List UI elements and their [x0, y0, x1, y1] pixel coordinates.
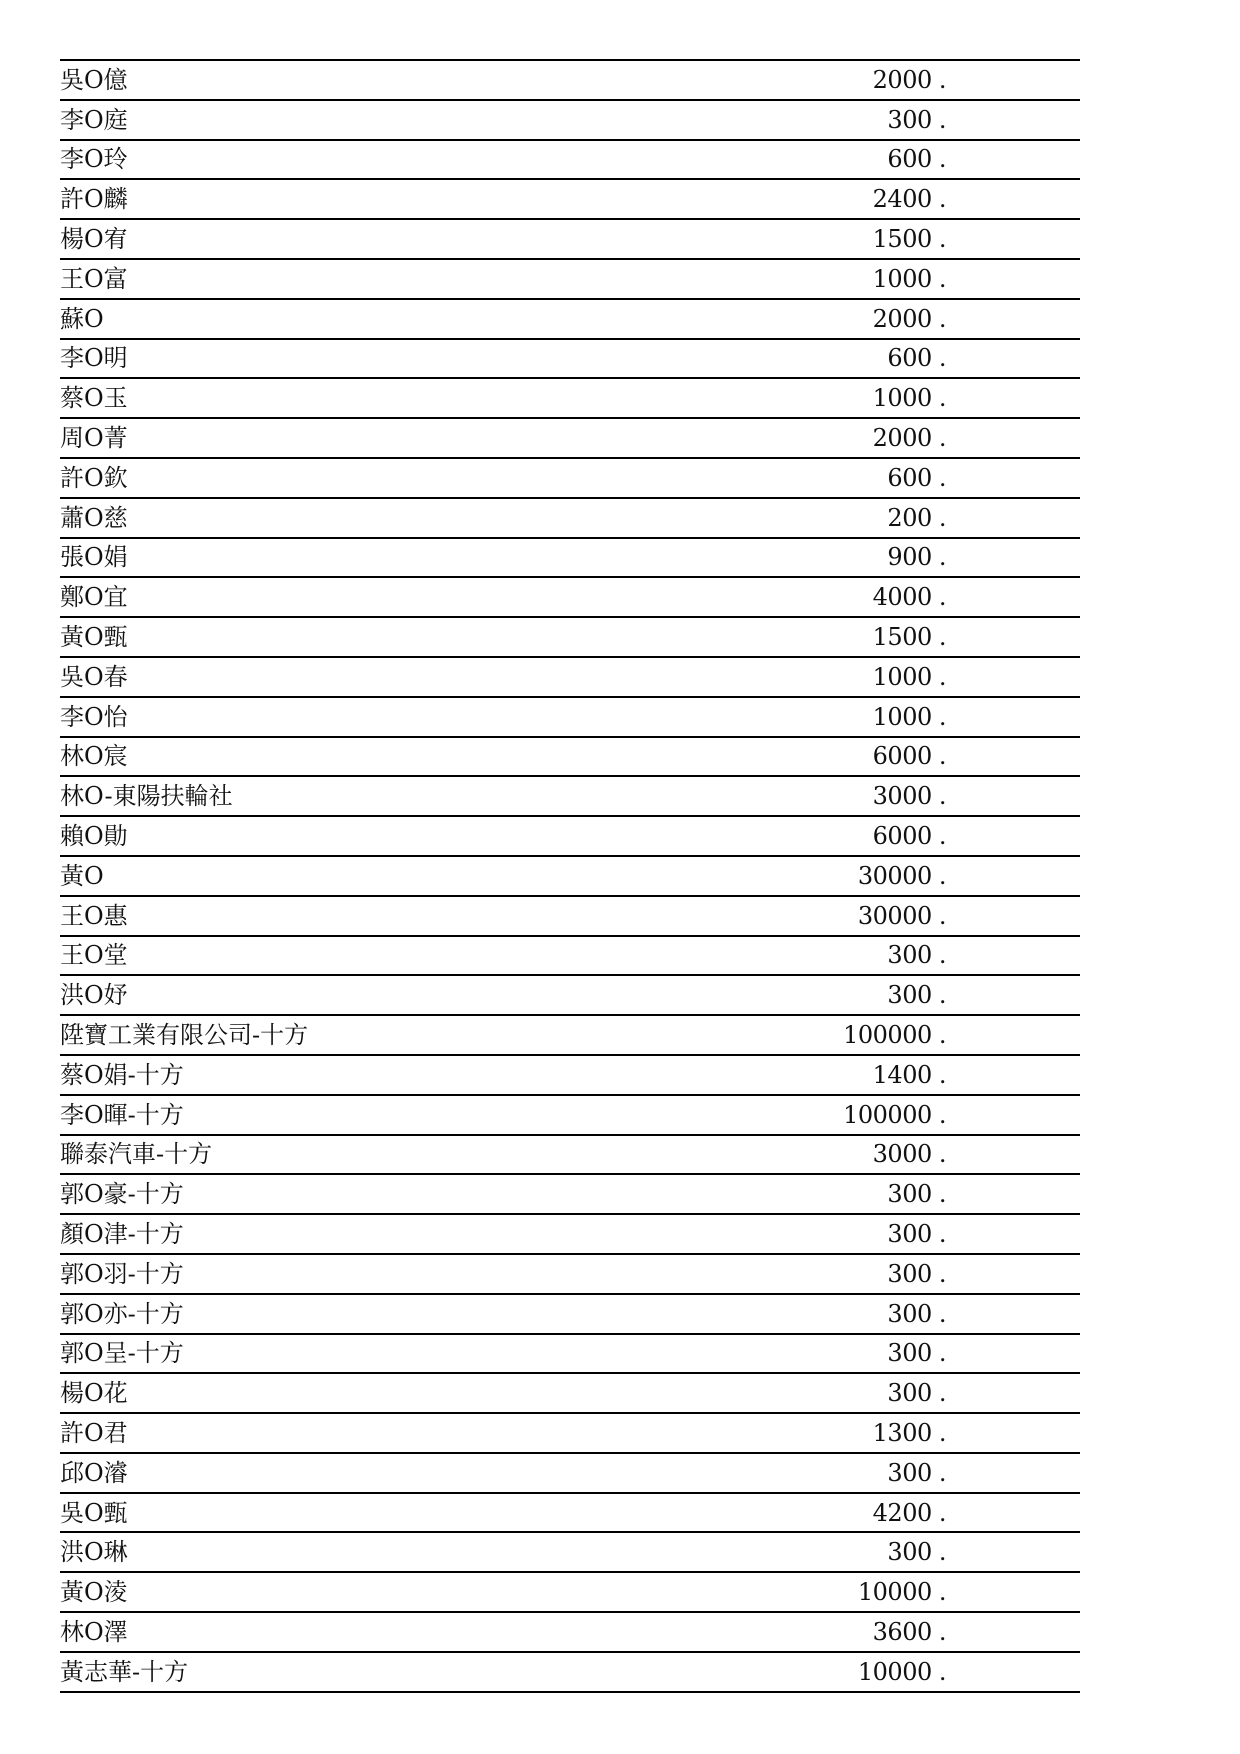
empty-cell [946, 418, 1080, 458]
donation-amount: 300 . [660, 1532, 946, 1572]
table-row [60, 100, 1080, 140]
empty-cell [946, 299, 1080, 339]
table-row [60, 975, 1080, 1015]
donor-name: 聯泰汽車-十方 [60, 1135, 660, 1175]
donation-amount: 300 . [660, 1294, 946, 1334]
donor-name: 王O惠 [60, 896, 660, 936]
empty-cell [946, 1055, 1080, 1095]
empty-cell [946, 1612, 1080, 1652]
table-row [60, 339, 1080, 379]
donation-amount: 300 . [660, 1373, 946, 1413]
donation-amount: 1000 . [660, 378, 946, 418]
donor-name: 洪O琳 [60, 1532, 660, 1572]
table-row [60, 737, 1080, 777]
empty-cell [946, 1493, 1080, 1533]
donation-amount: 10000 . [660, 1652, 946, 1692]
table-row [60, 936, 1080, 976]
empty-cell [946, 737, 1080, 777]
donor-name: 許O君 [60, 1413, 660, 1453]
empty-cell [946, 1373, 1080, 1413]
donor-name: 李O暉-十方 [60, 1095, 660, 1135]
donation-amount: 30000 . [660, 896, 946, 936]
donor-name: 吳O甄 [60, 1493, 660, 1533]
empty-cell [946, 339, 1080, 379]
donor-name: 顏O津-十方 [60, 1214, 660, 1254]
table-row [60, 378, 1080, 418]
empty-cell [946, 1254, 1080, 1294]
table-row [60, 577, 1080, 617]
table-row [60, 1373, 1080, 1413]
donation-amount: 10000 . [660, 1572, 946, 1612]
empty-cell [946, 1095, 1080, 1135]
donor-name: 楊O花 [60, 1373, 660, 1413]
table-row [60, 1493, 1080, 1533]
empty-cell [946, 1532, 1080, 1572]
table-row [60, 856, 1080, 896]
empty-cell [946, 657, 1080, 697]
donor-name: 吳O億 [60, 60, 660, 100]
table-row [60, 1453, 1080, 1493]
donation-amount: 1400 . [660, 1055, 946, 1095]
table-row [60, 1214, 1080, 1254]
donor-name: 蕭O慈 [60, 498, 660, 538]
donor-name: 郭O豪-十方 [60, 1174, 660, 1214]
table-row [60, 1334, 1080, 1374]
table-row [60, 1532, 1080, 1572]
donation-amount: 2400 . [660, 179, 946, 219]
table-row [60, 816, 1080, 856]
donor-name: 李O明 [60, 339, 660, 379]
donation-amount: 300 . [660, 975, 946, 1015]
empty-cell [946, 1453, 1080, 1493]
donation-amount: 600 . [660, 339, 946, 379]
donor-name: 蔡O娟-十方 [60, 1055, 660, 1095]
empty-cell [946, 259, 1080, 299]
empty-cell [946, 1652, 1080, 1692]
donor-name: 吳O春 [60, 657, 660, 697]
table-row [60, 219, 1080, 259]
donor-name: 楊O宥 [60, 219, 660, 259]
donor-name: 李O庭 [60, 100, 660, 140]
donation-table-body [60, 60, 1080, 1692]
table-row [60, 896, 1080, 936]
donor-name: 蔡O玉 [60, 378, 660, 418]
table-row [60, 1652, 1080, 1692]
table-row [60, 1612, 1080, 1652]
donor-name: 邱O濬 [60, 1453, 660, 1493]
empty-cell [946, 856, 1080, 896]
table-row [60, 458, 1080, 498]
table-row [60, 776, 1080, 816]
donation-amount: 1300 . [660, 1413, 946, 1453]
donation-amount: 300 . [660, 1214, 946, 1254]
donor-name: 李O玲 [60, 140, 660, 180]
empty-cell [946, 60, 1080, 100]
donation-amount: 600 . [660, 140, 946, 180]
table-row [60, 418, 1080, 458]
donor-name: 李O怡 [60, 697, 660, 737]
empty-cell [946, 776, 1080, 816]
table-row [60, 1055, 1080, 1095]
donor-name: 洪O妤 [60, 975, 660, 1015]
donation-amount: 300 . [660, 1254, 946, 1294]
donor-name: 許O欽 [60, 458, 660, 498]
donation-amount: 300 . [660, 1174, 946, 1214]
table-row [60, 259, 1080, 299]
table-row [60, 1572, 1080, 1612]
donation-amount: 300 . [660, 100, 946, 140]
table-row [60, 538, 1080, 578]
donation-table [60, 59, 1080, 1693]
table-row [60, 1015, 1080, 1055]
donation-amount: 100000 . [660, 1095, 946, 1135]
empty-cell [946, 498, 1080, 538]
table-row [60, 617, 1080, 657]
empty-cell [946, 896, 1080, 936]
table-row [60, 140, 1080, 180]
empty-cell [946, 1015, 1080, 1055]
donation-amount: 300 . [660, 1453, 946, 1493]
empty-cell [946, 378, 1080, 418]
table-row [60, 1095, 1080, 1135]
table-row [60, 179, 1080, 219]
donation-amount: 3000 . [660, 1135, 946, 1175]
empty-cell [946, 219, 1080, 259]
empty-cell [946, 458, 1080, 498]
donor-name: 郭O亦-十方 [60, 1294, 660, 1334]
table-row [60, 1254, 1080, 1294]
empty-cell [946, 538, 1080, 578]
donor-name: 許O麟 [60, 179, 660, 219]
table-row [60, 498, 1080, 538]
table-row [60, 299, 1080, 339]
donation-amount: 3000 . [660, 776, 946, 816]
empty-cell [946, 1135, 1080, 1175]
donation-amount: 200 . [660, 498, 946, 538]
donation-amount: 600 . [660, 458, 946, 498]
empty-cell [946, 936, 1080, 976]
empty-cell [946, 179, 1080, 219]
donation-amount: 4000 . [660, 577, 946, 617]
donation-amount: 30000 . [660, 856, 946, 896]
empty-cell [946, 617, 1080, 657]
donation-amount: 6000 . [660, 737, 946, 777]
donor-name: 陞寶工業有限公司-十方 [60, 1015, 660, 1055]
empty-cell [946, 1334, 1080, 1374]
empty-cell [946, 697, 1080, 737]
donor-name: 黃O [60, 856, 660, 896]
empty-cell [946, 975, 1080, 1015]
table-row [60, 1294, 1080, 1334]
donation-amount: 1500 . [660, 617, 946, 657]
empty-cell [946, 100, 1080, 140]
donation-amount: 300 . [660, 936, 946, 976]
donation-amount: 1000 . [660, 657, 946, 697]
table-row [60, 1174, 1080, 1214]
donor-name: 郭O羽-十方 [60, 1254, 660, 1294]
empty-cell [946, 816, 1080, 856]
donation-amount: 2000 . [660, 60, 946, 100]
empty-cell [946, 140, 1080, 180]
table-row [60, 1135, 1080, 1175]
donor-name: 賴O勛 [60, 816, 660, 856]
donation-amount: 4200 . [660, 1493, 946, 1533]
donor-name: 鄭O宜 [60, 577, 660, 617]
donation-amount: 300 . [660, 1334, 946, 1374]
table-row [60, 60, 1080, 100]
donor-name: 黃O淩 [60, 1572, 660, 1612]
empty-cell [946, 1214, 1080, 1254]
donation-amount: 1000 . [660, 259, 946, 299]
table-row [60, 657, 1080, 697]
empty-cell [946, 1413, 1080, 1453]
donation-amount: 6000 . [660, 816, 946, 856]
table-row [60, 697, 1080, 737]
empty-cell [946, 577, 1080, 617]
donor-name: 黃O甄 [60, 617, 660, 657]
empty-cell [946, 1572, 1080, 1612]
donor-name: 郭O呈-十方 [60, 1334, 660, 1374]
donor-name: 林O-東陽扶輪社 [60, 776, 660, 816]
empty-cell [946, 1174, 1080, 1214]
table-row [60, 1413, 1080, 1453]
donation-amount: 1000 . [660, 697, 946, 737]
donation-amount: 2000 . [660, 299, 946, 339]
donation-amount: 3600 . [660, 1612, 946, 1652]
donor-name: 黃志華-十方 [60, 1652, 660, 1692]
donation-amount: 2000 . [660, 418, 946, 458]
donor-name: 蘇O [60, 299, 660, 339]
donor-name: 王O堂 [60, 936, 660, 976]
donor-name: 張O娟 [60, 538, 660, 578]
empty-cell [946, 1294, 1080, 1334]
donor-name: 林O宸 [60, 737, 660, 777]
donation-amount: 900 . [660, 538, 946, 578]
donor-name: 林O澤 [60, 1612, 660, 1652]
donor-name: 周O菁 [60, 418, 660, 458]
donor-name: 王O富 [60, 259, 660, 299]
donation-amount: 1500 . [660, 219, 946, 259]
donation-amount: 100000 . [660, 1015, 946, 1055]
